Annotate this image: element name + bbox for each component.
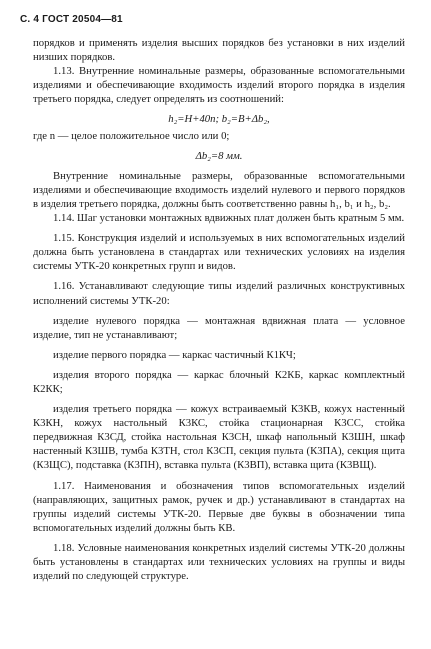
paragraph-1-16: 1.16. Устанавливают следующие типы изделий различных конструктивных исполнений системы УТК-20: [33, 280, 405, 307]
list-item-order-one: изделие первого порядка — каркас частичный К1КЧ; [53, 348, 296, 361]
page-header: С. 4 ГОСТ 20504—81 [20, 14, 123, 25]
formula-delta-b2: Δb₂=8 мм. [195, 149, 243, 162]
paragraph-1-14: 1.14. Шаг установки монтажных вдвижных плат должен быть кратным 5 мм. [53, 212, 405, 225]
paragraph-1-15: 1.15. Конструкция изделий и используемых в них вспомогательных изделий должна быть установлена в стандартах или технических условиях на изделия системы УТК-20 конкретных групп и видов. [33, 232, 405, 273]
list-item-order-three: изделия третьего порядка — кожух встраиваемый К3КВ, кожух настенный К3КН, кожух настольный К3КС, стойка стационарная К3СС, стойка передвижная К3СД, стойка настольная К3СН, шкаф напольный К3ШН, шкаф настенный К3ШВ, тумба К3ТН, стол К3СП, секция пульта (К3ПА), секция щита (К3ЩС), подставка (К3ПН), вставка пульта (К3ВП), вставка щита (К3ВЩ). [33, 403, 405, 472]
document-body [33, 36, 405, 583]
paragraph-1-18: 1.18. Условные наименования конкретных изделий системы УТК-20 должны быть установлены в стандартах или технических условиях на группы и виды изделий по следующей структуре. [33, 541, 405, 583]
paragraph-internal-sizes: Внутренние номинальные размеры, образованные вспомогательными изделиями и обеспечивающие входимость изделий нулевого и первого порядков в изделия третьего порядка, должны быть соответственно равны h₁, b₁ и h₂, b₂. [33, 169, 405, 210]
paragraph-1-17: 1.17. Наименования и обозначения типов вспомогательных изделий (направляющих, защитных рамок, ручек и др.) устанавливают в стандартах на группы изделий системы УТК-20. Первые две буквы в обозначении типа вспомогательных изделий должны быть КВ. [33, 479, 405, 534]
paragraph-where: где n — целое положительное число или 0; [33, 129, 230, 142]
list-item-order-zero: изделие нулевого порядка — монтажная вдвижная плата — условное изделие, тип не устанавливают; [33, 314, 405, 341]
list-item-order-two: изделия второго порядка — каркас блочный К2КБ, каркас комплектный К2КК; [33, 368, 405, 395]
paragraph-1-13: 1.13. Внутренние номинальные размеры, образованные вспомогательными изделиями и обеспечивающие входимость изделий второго порядка в изделия третьего порядка, следует определять из соотношений: [33, 65, 405, 106]
paragraph-continuation: порядков и применять изделия высших порядков без установки в них изделий низших порядков. [33, 37, 405, 64]
formula-h2-b2: h₂=H+40n; b₂=B+Δb₂, [168, 113, 270, 126]
